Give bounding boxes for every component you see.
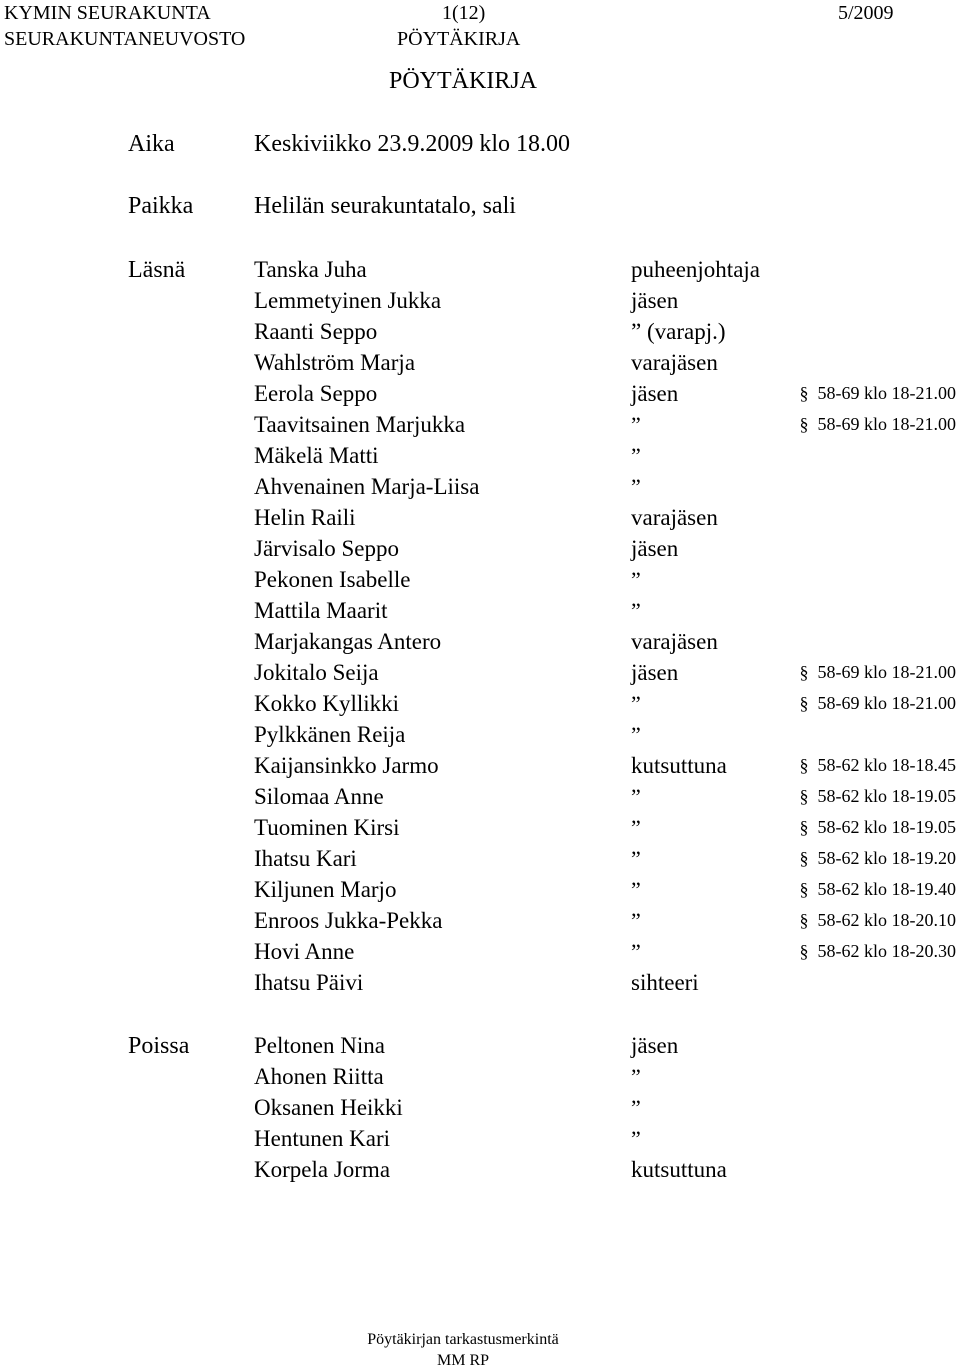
attendance-note-text: 58-62 klo 18-19.20 (817, 848, 956, 868)
attendee-name: Kaijansinkko Jarmo (254, 753, 439, 778)
section-symbol: § (799, 941, 809, 961)
attendee-name: Pylkkänen Reija (254, 722, 406, 747)
attendee-role: varajäsen (631, 629, 718, 654)
attendee-role: ” (631, 939, 639, 964)
attendee-role: ” (631, 722, 639, 747)
attendee-row (0, 285, 960, 316)
section-symbol: § (799, 817, 809, 837)
attendee-name: Kiljunen Marjo (254, 877, 397, 902)
attendance-note (800, 409, 957, 440)
attendee-name: Hentunen Kari (254, 1126, 391, 1151)
body-name: SEURAKUNTANEUVOSTO (4, 28, 246, 50)
attendee-name: Tuominen Kirsi (254, 815, 400, 840)
page-number: 1(12) (442, 2, 486, 24)
section-symbol: § (799, 786, 809, 806)
attendance-note (800, 688, 957, 719)
attendee-role: ” (631, 567, 639, 592)
attendee-role: jäsen (631, 660, 679, 685)
attendee-name: Oksanen Heikki (254, 1095, 403, 1120)
absent-label: Poissa (128, 1033, 190, 1059)
paikka-label: Paikka (128, 193, 194, 219)
attendee-name: Jokitalo Seija (254, 660, 379, 685)
org-name: KYMIN SEURAKUNTA (4, 2, 211, 24)
attendee-name: Helin Raili (254, 505, 356, 530)
attendance-note (800, 781, 957, 812)
section-symbol: § (799, 848, 809, 868)
section-symbol: § (799, 662, 809, 682)
attendee-role: varajäsen (631, 505, 718, 530)
attendee-name: Lemmetyinen Jukka (254, 288, 442, 313)
document-title: PÖYTÄKIRJA (388, 68, 537, 94)
section-symbol: § (799, 910, 809, 930)
attendee-name: Ahvenainen Marja-Liisa (254, 474, 480, 499)
section-symbol: § (799, 414, 809, 434)
attendee-role: varajäsen (631, 350, 718, 375)
attendee-role: jäsen (631, 1033, 679, 1058)
attendee-role: kutsuttuna (631, 1157, 727, 1182)
attendee-name: Mattila Maarit (254, 598, 388, 623)
attendee-role: ” (631, 846, 639, 871)
attendee-row (0, 378, 960, 409)
attendee-row (0, 750, 960, 781)
attendee-row (0, 967, 960, 998)
attendee-row (0, 1154, 960, 1185)
attendee-role: jäsen (631, 381, 679, 406)
attendee-row (0, 843, 960, 874)
attendance-note-text: 58-62 klo 18-18.45 (817, 755, 956, 775)
attendee-name: Mäkelä Matti (254, 443, 379, 468)
attendance-note-text: 58-62 klo 18-19.40 (817, 879, 956, 899)
attendee-row (0, 502, 960, 533)
attendee-row (0, 1061, 960, 1092)
attendee-row (0, 471, 960, 502)
attendee-role: ” (631, 691, 639, 716)
attendee-name: Wahlström Marja (254, 350, 416, 375)
attendance-note (800, 750, 957, 781)
attendee-name: Silomaa Anne (254, 784, 384, 809)
attendee-role: ” (631, 1095, 639, 1120)
attendee-row (0, 347, 960, 378)
document-number: 5/2009 (838, 2, 894, 24)
attendee-role: ” (631, 815, 639, 840)
attendee-row (0, 936, 960, 967)
attendee-role: ” (631, 474, 639, 499)
attendee-name: Hovi Anne (254, 939, 355, 964)
attendee-row (0, 719, 960, 750)
attendee-row (0, 626, 960, 657)
attendee-row (0, 874, 960, 905)
attendee-role: ” (631, 1064, 639, 1089)
attendee-row (0, 595, 960, 626)
attendee-row (0, 781, 960, 812)
attendee-role: puheenjohtaja (631, 257, 761, 282)
attendee-row (0, 1123, 960, 1154)
aika-label: Aika (128, 131, 175, 157)
attendee-row (0, 564, 960, 595)
attendance-note-text: 58-62 klo 18-20.30 (817, 941, 956, 961)
attendee-row (0, 812, 960, 843)
attendee-row (0, 440, 960, 471)
attendee-role: ” (631, 443, 639, 468)
attendance-note (800, 378, 957, 409)
attendee-name: Taavitsainen Marjukka (254, 412, 466, 437)
attendee-name: Eerola Seppo (254, 381, 378, 406)
attendance-note (800, 874, 957, 905)
attendee-role: kutsuttuna (631, 753, 727, 778)
attendee-name: Peltonen Nina (254, 1033, 385, 1058)
attendee-role: ” (631, 598, 639, 623)
present-label: Läsnä (128, 257, 186, 283)
attendee-role: ” (631, 1126, 639, 1151)
attendee-row (0, 254, 960, 285)
attendance-note (800, 905, 957, 936)
section-symbol: § (799, 383, 809, 403)
attendee-role: jäsen (631, 536, 679, 561)
attendee-name: Ihatsu Päivi (254, 970, 364, 995)
aika-value: Keskiviikko 23.9.2009 klo 18.00 (254, 131, 570, 157)
attendee-role: jäsen (631, 288, 679, 313)
attendee-name: Kokko Kyllikki (254, 691, 400, 716)
section-symbol: § (799, 755, 809, 775)
section-symbol: § (799, 879, 809, 899)
attendance-note-text: 58-69 klo 18-21.00 (817, 693, 956, 713)
attendee-row (0, 688, 960, 719)
attendee-role: ” (631, 877, 639, 902)
attendance-note-text: 58-69 klo 18-21.00 (817, 414, 956, 434)
attendee-role: ” (631, 412, 639, 437)
doc-type: PÖYTÄKIRJA (397, 28, 521, 50)
attendee-name: Ihatsu Kari (254, 846, 357, 871)
attendance-note (800, 812, 957, 843)
attendee-role: sihteeri (631, 970, 699, 995)
attendee-name: Enroos Jukka-Pekka (254, 908, 443, 933)
attendance-note (800, 657, 957, 688)
attendance-note-text: 58-69 klo 18-21.00 (817, 383, 956, 403)
attendee-name: Ahonen Riitta (254, 1064, 384, 1089)
attendance-note-text: 58-69 klo 18-21.00 (817, 662, 956, 682)
attendee-row (0, 1092, 960, 1123)
attendee-role: ” (631, 784, 639, 809)
attendance-note-text: 58-62 klo 18-19.05 (817, 817, 956, 837)
attendee-name: Pekonen Isabelle (254, 567, 411, 592)
attendee-role: ” (varapj.) (631, 319, 726, 344)
attendance-note (800, 843, 957, 874)
attendee-row (0, 905, 960, 936)
attendance-note (800, 936, 957, 967)
attendee-row (0, 657, 960, 688)
attendee-row (0, 1030, 960, 1061)
review-mark-label: Pöytäkirjan tarkastusmerkintä (367, 1331, 559, 1348)
attendee-name: Tanska Juha (254, 257, 367, 282)
attendance-note-text: 58-62 klo 18-20.10 (817, 910, 956, 930)
section-symbol: § (799, 693, 809, 713)
attendee-role: ” (631, 908, 639, 933)
attendee-name: Järvisalo Seppo (254, 536, 400, 561)
paikka-value: Helilän seurakuntatalo, sali (254, 193, 516, 219)
attendee-name: Korpela Jorma (254, 1157, 391, 1182)
attendee-row (0, 409, 960, 440)
attendee-row (0, 533, 960, 564)
attendee-name: Raanti Seppo (254, 319, 378, 344)
attendee-name: Marjakangas Antero (254, 629, 442, 654)
attendee-row (0, 316, 960, 347)
reviewer-initials: MM RP (436, 1352, 490, 1369)
attendance-note-text: 58-62 klo 18-19.05 (817, 786, 956, 806)
